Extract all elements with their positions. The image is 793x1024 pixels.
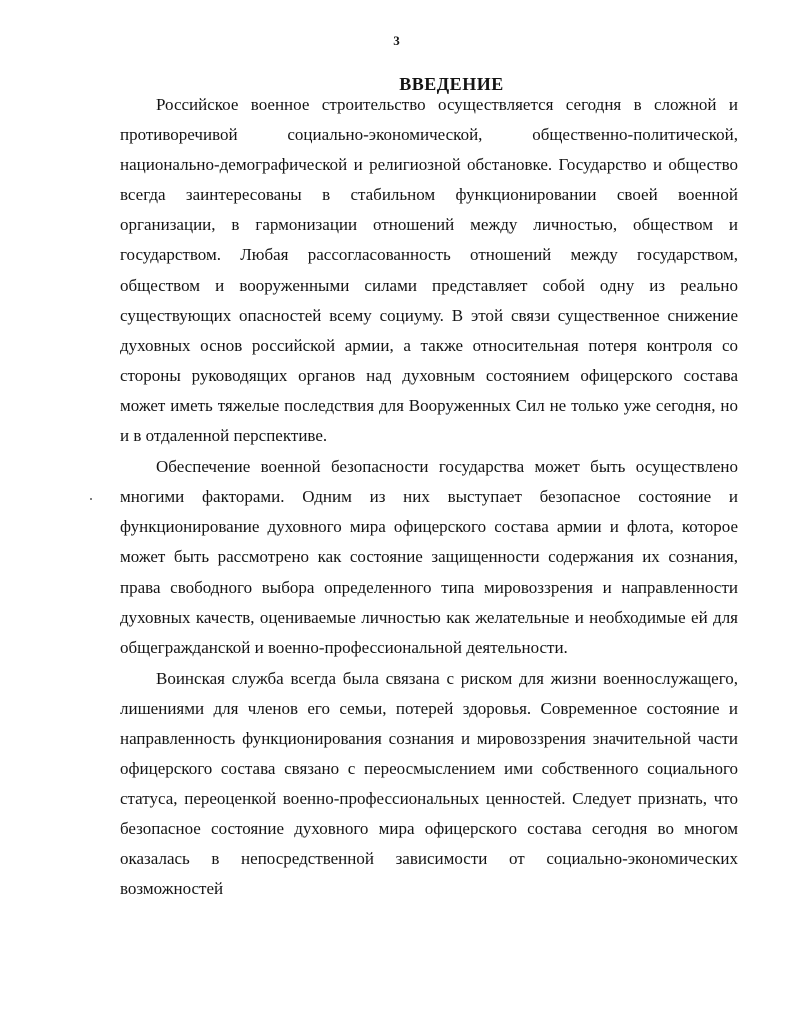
page-number: 3 [393,33,400,48]
body-text [120,90,738,905]
paragraph-2: Обеспечение военной безопасности государства может быть осуществлено многими факторами. Одним из них выступает безопасное состояние и функционирование духовного мира офицерского состава армии и флота, которое может быть рассмотрено как состояние защищенности содержания их сознания, права свободного выбора определенного типа мировоззрения и направленности духовных качеств, оцениваемые личностью как желательные и необходимые ей для общегражданской и военно-профессиональной деятельности. [120,457,738,657]
section-heading: ВВЕДЕНИЕ [399,74,504,95]
margin-mark [90,498,92,500]
paragraph-1: Российское военное строительство осуществляется сегодня в сложной и противоречивой социально-экономической, общественно-политической, национально-демографической и религиозной обстановке. Государство и общество всегда заинтересованы в стабильном функционировании своей военной организации, в гармонизации отношений между личностью, обществом и государством. Любая рассогласованность отношений между государством, обществом и вооруженными силами представляет собой одну из реально существующих опасностей всему социуму. В этой связи существенное снижение духовных основ российской армии, а также относительная потеря контроля со стороны руководящих органов над духовным состоянием офицерского состава может иметь тяжелые последствия для Вооруженных Сил не только уже сегодня, но и в отдаленной перспективе. [120,95,738,446]
paragraph-3: Воинская служба всегда была связана с риском для жизни военнослужащего, лишениями для членов его семьи, потерей здоровья. Современное состояние и направленность функционирования сознания и мировоззрения значительной части офицерского состава связано с переосмыслением ими собственного социального статуса, переоценкой военно-профессиональных ценностей. Следует признать, что безопасное состояние духовного мира офицерского состава сегодня во многом оказалась в непосредственной зависимости от социально-экономических возможностей [120,668,738,899]
